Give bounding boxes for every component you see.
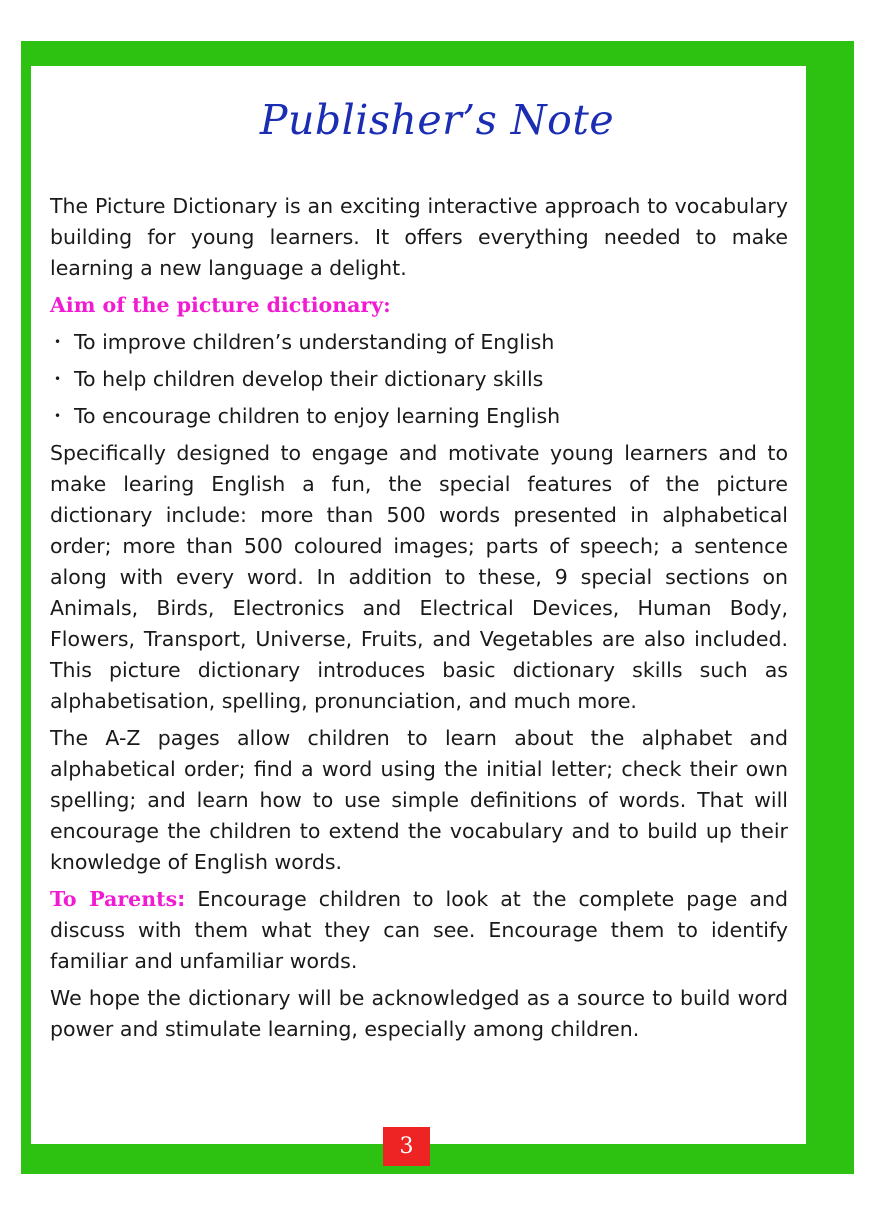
list-item — [50, 364, 788, 395]
parents-text: Encourage children to look at the complete page and discuss with them what they can see. Encourage them to identify familiar and unfamiliar words. — [50, 887, 788, 973]
list-item-text: To help children develop their dictionary skills — [74, 367, 544, 391]
page-number-badge: 3 — [383, 1127, 430, 1166]
bullet-icon: • — [54, 335, 62, 349]
closing-paragraph: We hope the dictionary will be acknowledged as a source to build word power and stimulate learning, especially among children. — [50, 986, 788, 1041]
publisher-note-body — [50, 191, 788, 1051]
parents-paragraph — [50, 884, 788, 977]
parents-separator: : — [177, 887, 186, 911]
page-title: Publisher’s Note — [259, 96, 615, 144]
features-paragraph: Specifically designed to engage and motivate young learners and to make learing English a fun, the special features of the picture dictionary include: more than 500 words presented in alphabetical order; more than 500 coloured images; parts of speech; a sentence along with every word. In addition to these, 9 special sections on Animals, Birds, Electronics and Electrical Devices, Human Body, Flowers, Transport, Universe, Fruits, and Vegetables are also included. This picture dictionary introduces basic dictionary skills such as alphabetisation, spelling, pronunciation, and much more. — [50, 441, 788, 713]
list-item-text: To encourage children to enjoy learning English — [74, 404, 561, 428]
az-paragraph: The A-Z pages allow children to learn about the alphabet and alphabetical order; find a word using the initial letter; check their own spelling; and learn how to use simple definitions of words. That will encourage the children to extend the vocabulary and to build up their knowledge of English words. — [50, 726, 788, 874]
list-item — [50, 327, 788, 358]
intro-paragraph: The Picture Dictionary is an exciting interactive approach to vocabulary building for young learners. It offers everything needed to make learning a new language a delight. — [50, 194, 788, 280]
list-item — [50, 401, 788, 432]
list-item-text: To improve children’s understanding of English — [74, 330, 555, 354]
parents-label: To Parents — [50, 887, 178, 911]
aim-heading: Aim of the picture dictionary: — [50, 293, 391, 317]
bullet-icon: • — [54, 372, 62, 386]
bullet-icon: • — [54, 409, 62, 423]
aim-list — [50, 327, 788, 432]
